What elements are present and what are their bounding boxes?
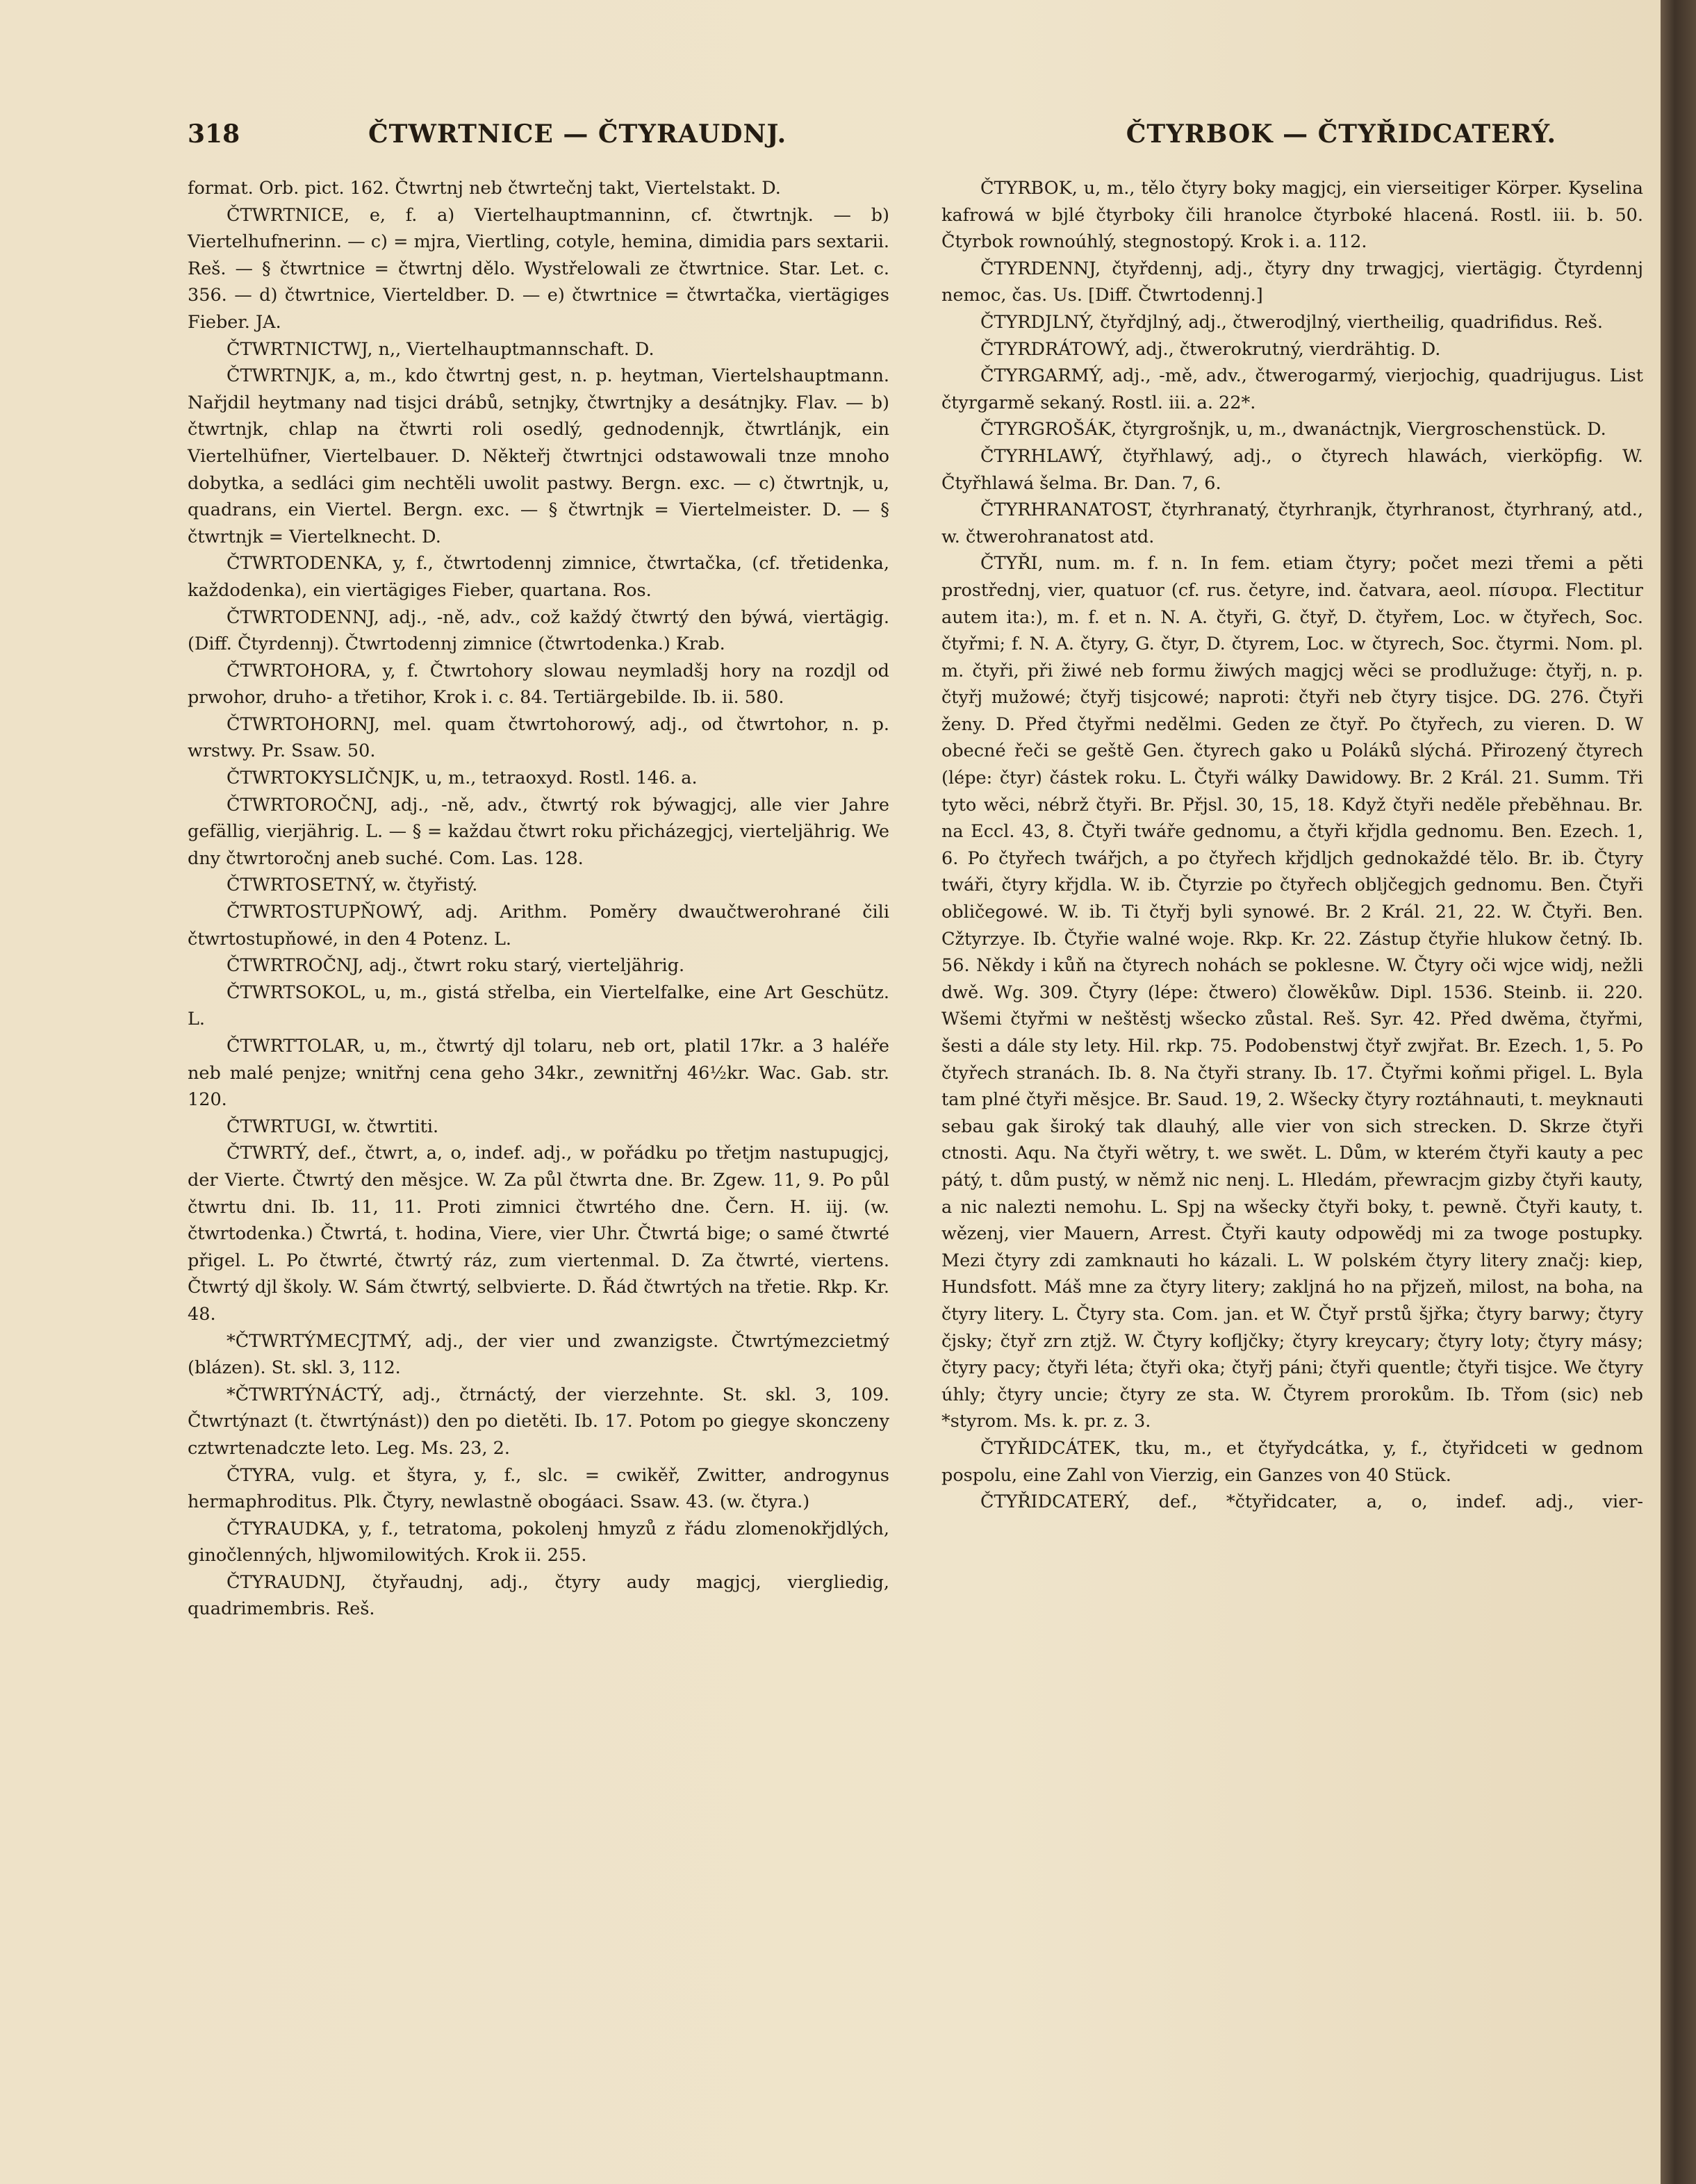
dictionary-entry: ČTWRTOHORA, y, f. Čtwrtohory slowau neymladšj hory na rozdjl od prwohor, druho- a třetihor, Krok i. c. 84. Tertiärgebilde. Ib. ii. 580.	[188, 660, 889, 709]
dictionary-entry: ČTYRHRANATOST, čtyrhranatý, čtyrhranjk, čtyrhranost, čtyrhraný, atd., w. čtwerohranatost atd.	[941, 499, 1643, 547]
dictionary-entry: ČTWRTODENNJ, adj., -ně, adv., což každý čtwrtý den býwá, viertägig. (Diff. Čtyrdennj). Čtwrtodennj zimnice (čtwrtodenka.) Krab.	[188, 606, 889, 655]
dictionary-entry: ČTYRDJLNÝ, čtyřdjlný, adj., čtwerodjlný, viertheilig, quadrifidus. Reš.	[980, 311, 1603, 333]
dictionary-entry: ČTYRGROŠÁK, čtyrgrošnjk, u, m., dwanáctnjk, Viergroschenstück. D.	[980, 419, 1606, 440]
dictionary-entry: ČTYRDENNJ, čtyřdennj, adj., čtyry dny trwagjcj, viertägig. Čtyrdennj nemoc, čas. Us. [Diff. Čtwrtodennj.]	[941, 258, 1643, 306]
dictionary-entry: ČTWRTOKYSLIČNJK, u, m., tetraoxyd. Rostl. 146. a.	[227, 768, 698, 789]
dictionary-entry: ČTYŘI, num. m. f. n. In fem. etiam čtyry; počet mezi třemi a pěti prostřednj, vier, quatuor (cf. rus. četyre, ind. čatvara, aeol. πίσυρα. Flectitur autem ita:), m. f. et n. N. A. čtyři, G. čtyř, D. čtyřem, Loc. w čtyřech, Soc. čtyřmi; f. N. A. čtyry, G. čtyr, D. čtyrem, Loc. w čtyrech, Soc. čtyrmi. Nom. pl. m. čtyři, při žiwé neb formu žiwých magjcj wěci se prodlužuge: čtyřj, n. p. čtyřj mužowé; čtyřj tisjcowé; naproti: čtyři neb čtyry tisjce. DG. 276. Čtyři ženy. D. Před čtyřmi nedělmi. Geden ze čtyř. Po čtyřech, zu vieren. D. W obecné řeči se geště Gen. čtyrech gako u Poláků slýchá. Přirozený čtyrech (lépe: čtyr) částek roku. L. Čtyři wálky Dawidowy. Br. 2 Král. 21. Summ. Tři tyto wěci, nébrž čtyři. Br. Přjsl. 30, 15, 18. Když čtyři neděle přeběhnau. Br. na Eccl. 43, 8. Čtyři twáře gednomu, a čtyři křjdla gednomu. Ben. Ezech. 1, 6. Po čtyřech twářjch, a po čtyřech křjdljch gednokaždé tělo. Br. ib. Čtyry twáři, čtyry křjdla. W. ib. Čtyrzie po čtyřech obljčegjch gednomu. Ben. Čtyři obličegowé. W. ib. Ti čtyřj byli synowé. Br. 2 Král. 21, 22. W. Čtyři. Ben. Cžtyrzye. Ib. Čtyřie walné woje. Rkp. Kr. 22. Zástup čtyřie hlukow četný. Ib. 56. Někdy i kůň na čtyrech nohách se poklesne. W. Čtyry oči wjce widj, nežli dwě. Wg. 309. Čtyry (lépe: čtwero) člowěkůw. Dipl. 1536. Steinb. ii. 220. Wšemi čtyřmi w neštěstj wšecko zůstal. Reš. Syr. 42. Před dwěma, čtyřmi, šesti a dále sty lety. Hil. rkp. 75. Podobenstwj čtyř zwjřat. Br. Ezech. 1, 5. Po čtyřech stranách. Ib. 8. Na čtyři strany. Ib. 17. Čtyřmi koňmi přigel. L. Byla tam plné čtyři měsjce. Br. Saud. 19, 2. Wšecky čtyry roztáhnauti, t. meyknauti sebau gak široký tak dlauhý, alle vier von sich strecken. D. Skrze čtyři ctnosti. Aqu. Na čtyři wětry, t. we swět. L. Dům, w kterém čtyři kauty a pec pátý, t. dům pustý, w němž nic nenj. L. Hledám, přewracjm gizby čtyři kauty, a nic nalezti nemohu. L. Spj na wšecky čtyři boky, t. pewně. Čtyři kauty, t. wězenj, vier Mauern, Arrest. Čtyři kauty odpowědj mi za twoge postupky. Mezi čtyry zdi zamknauti ho kázali. L. W polském čtyry litery značj: kiep, Hundsfott. Máš mne za čtyry litery; zakljná ho na přjzeň, milost, na boha, na čtyry litery. L. Čtyry sta. Com. jan. et W. Čtyř prstů šjřka; čtyry barwy; čtyry čjsky; čtyř zrn ztjž. W. Čtyry kofljčky; čtyry kreycary; čtyry loty; čtyry másy; čtyry pacy; čtyři léta; čtyři oka; čtyřj páni; čtyři quentle; čtyři tisjce. We čtyry úhly; čtyry uncie; čtyry ze sta. W. Čtyrem prorokům. Ib. Třom (sic) neb *styrom. Ms. k. pr. z. 3.	[941, 553, 1643, 1432]
running-head-left: ČTWRTNICE — ČTYRAUDNJ.	[368, 119, 787, 149]
dictionary-entry: ČTWRTODENKA, y, f., čtwrtodennj zimnice, čtwrtačka, (cf. třetidenka, každodenka), ein viertägiges Fieber, quartana. Ros.	[188, 553, 889, 601]
page-number: 318	[188, 119, 240, 149]
dictionary-entry: ČTWRTÝ, def., čtwrt, a, o, indef. adj., w pořádku po třetjm nastupugjcj, der Vierte. Čtwrtý den měsjce. W. Za půl čtwrta dne. Br. Zgew. 11, 9. Po půl čtwrtu dni. Ib. 11, 11. Proti zimnici čtwrtého dne. Čern. H. iij. (w. čtwrtodenka.) Čtwrtá, t. hodina, Viere, vier Uhr. Čtwrtá bige; o samé čtwrté přigel. L. Po čtwrté, čtwrtý ráz, zum viertenmal. D. Za čtwrté, viertens. Čtwrtý djl školy. W. Sám čtwrtý, selbvierte. D. Řád čtwrtých na třetie. Rkp. Kr. 48.	[188, 1143, 889, 1325]
dictionary-entry: ČTWRTSOKOL, u, m., gistá střelba, ein Viertelfalke, eine Art Geschütz. L.	[188, 982, 889, 1030]
dictionary-entry: ČTYRBOK, u, m., tělo čtyry boky magjcj, ein vierseitiger Körper. Kyselina kafrowá w bjlé čtyrboky čili hranolce čtyrboké hlacená. Rostl. iii. b. 50. Čtyrbok rownoúhlý, stegnostopý. Krok i. a. 112.	[941, 178, 1643, 253]
dictionary-entry: ČTWRTROČNJ, adj., čtwrt roku starý, vierteljährig.	[227, 955, 685, 977]
dictionary-entry: ČTYŘIDCATERÝ, def., *čtyřidcater, a, o, indef. adj., vier-	[980, 1491, 1643, 1513]
dictionary-entry: *ČTWRTÝNÁCTÝ, adj., čtrnáctý, der vierzehnte. St. skl. 3, 109. Čtwrtýnazt (t. čtwrtýnást)) den po dietěti. Ib. 17. Potom po giegye skonczeny cztwrtenadczte leto. Leg. Ms. 23, 2.	[188, 1384, 889, 1459]
dictionary-entry: ČTYRDRÁTOWÝ, adj., čtwerokrutný, vierdrähtig. D.	[980, 338, 1441, 360]
dictionary-entry: ČTWRTNJK, a, m., kdo čtwrtnj gest, n. p. heytman, Viertelshauptmann. Nařjdil heytmany nad tisjci drábů, setnjky, čtwrtnjky a desátnjky. Flav. — b) čtwrtnjk, chlap na čtwrti roli osedlý, gednodennjk, čtwrtlánjk, ein Viertelhüfner, Viertelbauer. D. Někteřj čtwrtnjci odstawowali tnze mnoho dobytka, a sedláci gim nechtěli uwolit pastwy. Bergn. exc. — c) čtwrtnjk, u, quadrans, ein Viertel. Bergn. exc. — § čtwrtnjk = Viertelmeister. D. — § čtwrtnjk = Viertelknecht. D.	[188, 365, 889, 547]
dictionary-entry: *ČTWRTÝMECJTMÝ, adj., der vier und zwanzigste. Čtwrtýmezcietmý (blázen). St. skl. 3, 112.	[188, 1330, 889, 1379]
dictionary-entry: ČTYRHLAWÝ, čtyřhlawý, adj., o čtyrech hlawách, vierköpfig. W. Čtyřhlawá šelma. Br. Dan. 7, 6.	[941, 445, 1643, 494]
running-head-right: ČTYRBOK — ČTYŘIDCATERÝ.	[1126, 119, 1556, 149]
dictionary-entry: ČTWRTUGI, w. čtwrtiti.	[227, 1116, 439, 1137]
dictionary-entry: ČTWRTNICTWJ, n,, Viertelhauptmannschaft. D.	[227, 338, 654, 360]
dictionary-entry: ČTYRAUDNJ, čtyřaudnj, adj., čtyry audy magjcj, viergliedig, quadrimembris. Reš.	[188, 1571, 889, 1620]
dictionary-entry: ČTWRTOSTUPŇOWÝ, adj. Arithm. Poměry dwaučtwerohrané čili čtwrtostupňowé, in den 4 Potenz. L.	[188, 902, 889, 950]
dictionary-entry: ČTWRTOROČNJ, adj., -ně, adv., čtwrtý rok býwagjcj, alle vier Jahre gefällig, vierjährig. L. — § = každau čtwrt roku přicházegjcj, vierteljährig. We dny čtwrtoročnj aneb suché. Com. Las. 128.	[188, 794, 889, 869]
running-head	[188, 119, 1640, 161]
dictionary-entry: ČTWRTOSETNÝ, w. čtyřistý.	[227, 875, 478, 896]
left-column	[188, 175, 889, 1623]
dictionary-entry: ČTWRTNICE, e, f. a) Viertelhauptmanninn, cf. čtwrtnjk. — b) Viertelhufnerinn. — c) = mjra, Viertling, cotyle, hemina, dimidia pars sextarii. Reš. — § čtwrtnice = čtwrtnj dělo. Wystřelowali ze čtwrtnice. Star. Let. c. 356. — d) čtwrtnice, Vierteldber. D. — e) čtwrtnice = čtwrtačka, viertägiges Fieber. JA.	[188, 204, 889, 333]
dictionary-entry: format. Orb. pict. 162. Čtwrtnj neb čtwrtečnj takt, Viertelstakt. D.	[188, 178, 781, 199]
dictionary-entry: ČTWRTOHORNJ, mel. quam čtwrtohorowý, adj., od čtwrtohor, n. p. wrstwy. Pr. Ssaw. 50.	[188, 713, 889, 762]
dictionary-entry: ČTYŘIDCÁTEK, tku, m., et čtyřydcátka, y, f., čtyřidceti w gednom pospolu, eine Zahl von Vierzig, ein Ganzes von 40 Stück.	[941, 1437, 1643, 1486]
dictionary-entry: ČTWRTTOLAR, u, m., čtwrtý djl tolaru, neb ort, platil 17kr. a 3 haléře neb malé penjze; wnitřnj cena geho 34kr., zewnitřnj 46½kr. Wac. Gab. str. 120.	[188, 1036, 889, 1111]
page-edge-shadow	[1661, 0, 1696, 2184]
right-column	[941, 175, 1643, 1516]
dictionary-entry: ČTYRAUDKA, y, f., tetratoma, pokolenj hmyzů z řádu zlomenokřjdlých, ginočlenných, hljwomilowitých. Krok ii. 255.	[188, 1518, 889, 1566]
dictionary-entry: ČTYRA, vulg. et štyra, y, f., slc. = cwikěř, Zwitter, androgynus hermaphroditus. Plk. Čtyry, newlastně obogáaci. Ssaw. 43. (w. čtyra.)	[188, 1464, 889, 1513]
dictionary-entry: ČTYRGARMÝ, adj., -mě, adv., čtwerogarmý, vierjochig, quadrijugus. List čtyrgarmě sekaný. Rostl. iii. a. 22*.	[941, 365, 1643, 413]
